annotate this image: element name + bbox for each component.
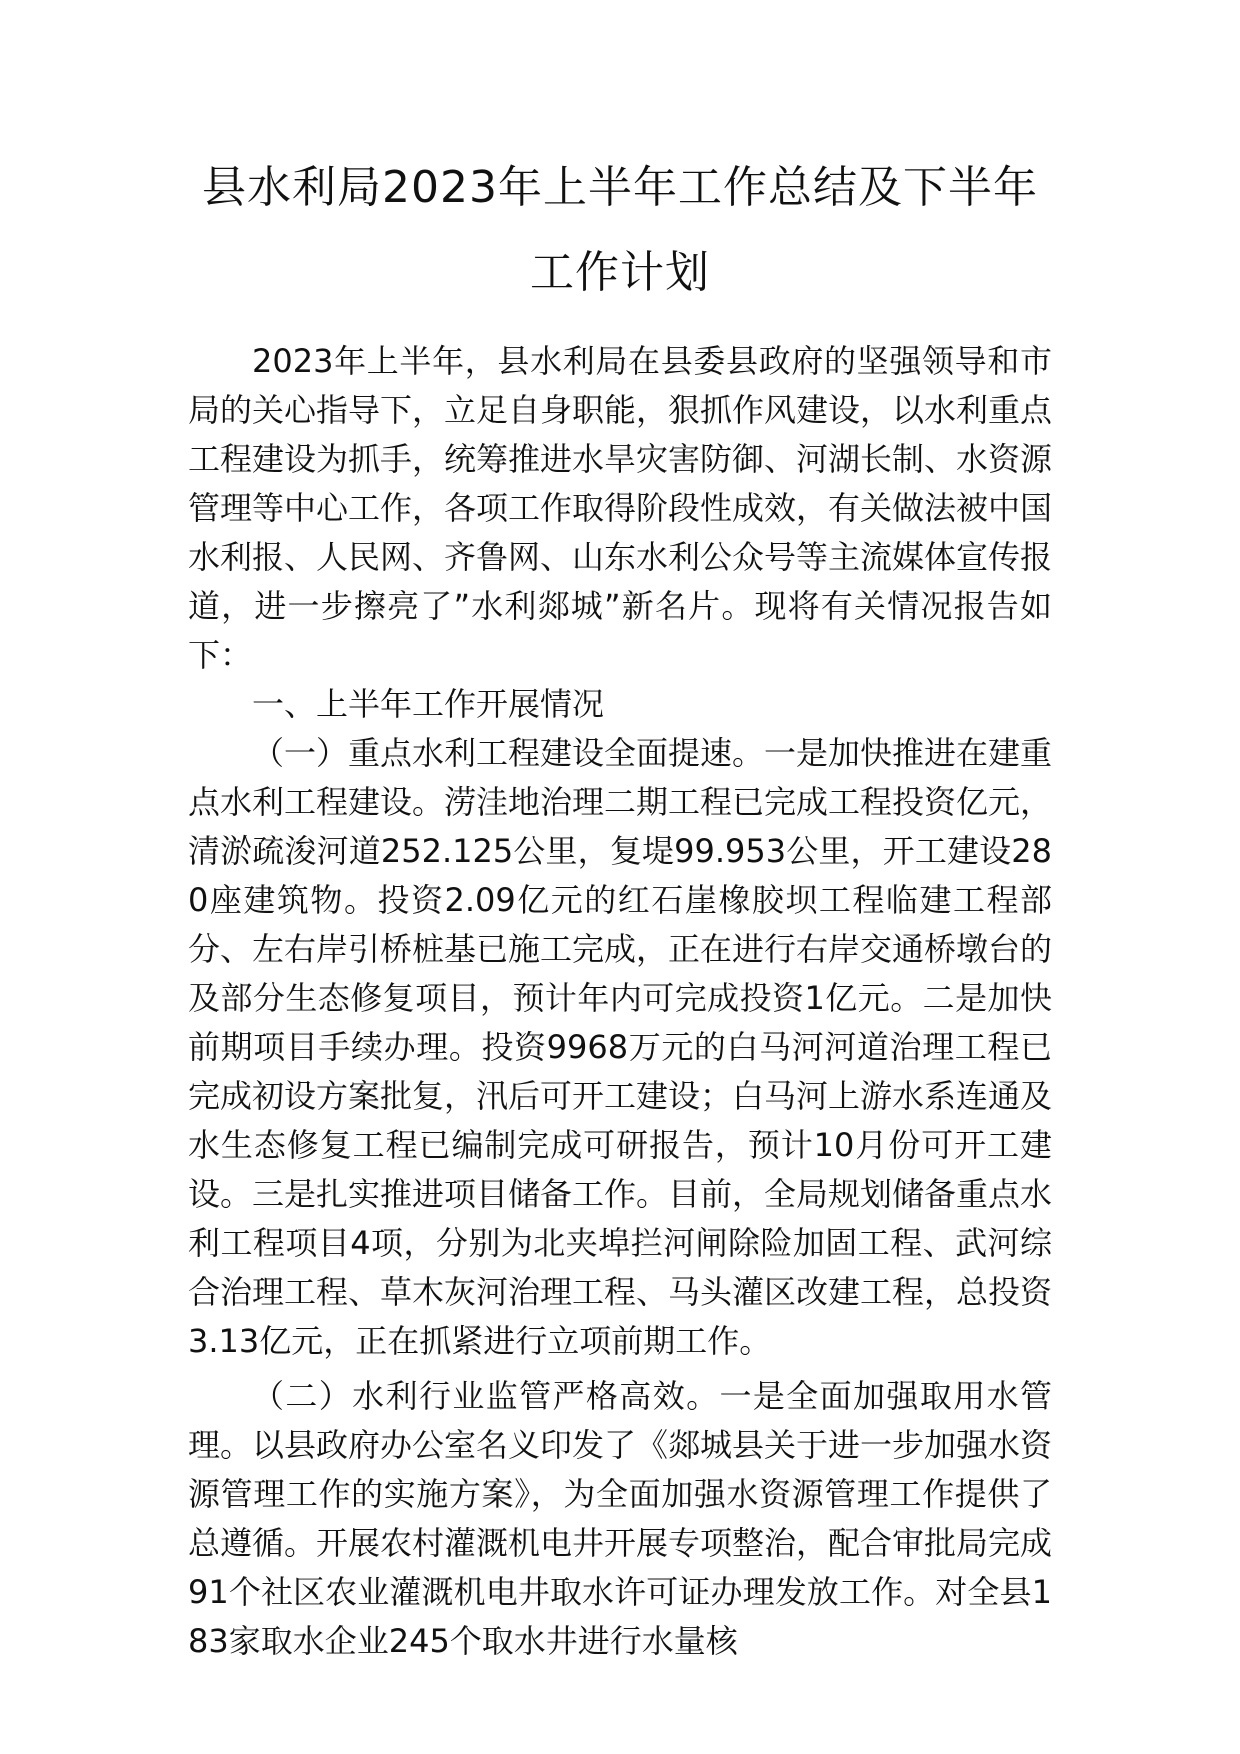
- body-paragraph-1: （一）重点水利工程建设全面提速。一是加快推进在建重点水利工程建设。涝洼地治理二期工程已完成工程投资亿元，清淤疏浚河道252.125公里，复堤99.953公里，开工建设280座建筑物。投资2.09亿元的红石崖橡胶坝工程临建工程部分、左右岸引桥桩基已施工完成，正在进行右岸交通桥墩台的及部分生态修复项目，预计年内可完成投资1亿元。二是加快前期项目手续办理。投资9968万元的白马河河道治理工程已完成初设方案批复，汛后可开工建设；白马河上游水系连通及水生态修复工程已编制完成可研报告，预计10月份可开工建设。三是扎实推进项目储备工作。目前，全局规划储备重点水利工程项目4项，分别为北夹埠拦河闸除险加固工程、武河综合治理工程、草木灰河治理工程、马头灌区改建工程，总投资3.13亿元，正在抓紧进行立项前期工作。: [188, 734, 1053, 1360]
- title-line-2: 工作计划: [530, 247, 710, 298]
- body-paragraph-2: （二）水利行业监管严格高效。一是全面加强取用水管理。以县政府办公室名义印发了《郯城县关于进一步加强水资源管理工作的实施方案》，为全面加强水资源管理工作提供了总遵循。开展农村灌溉机电井开展专项整治，配合审批局完成91个社区农业灌溉机电井取水许可证办理发放工作。对全县183家取水企业245个取水井进行水量核: [188, 1377, 1053, 1660]
- section-heading: 一、上半年工作开展情况: [252, 685, 605, 723]
- document-title: [160, 162, 1080, 299]
- intro-paragraph: 2023年上半年，县水利局在县委县政府的坚强领导和市局的关心指导下，立足自身职能，狠抓作风建设，以水利重点工程建设为抓手，统筹推进水旱灾害防御、河湖长制、水资源管理等中心工作，各项工作取得阶段性成效，有关做法被中国水利报、人民网、齐鲁网、山东水利公众号等主流媒体宣传报道，进一步擦亮了”水利郯城”新名片。现将有关情况报告如下：: [188, 342, 1053, 674]
- title-line-1: 县水利局2023年上半年工作总结及下半年: [202, 162, 1038, 213]
- document-body: [188, 337, 1052, 1666]
